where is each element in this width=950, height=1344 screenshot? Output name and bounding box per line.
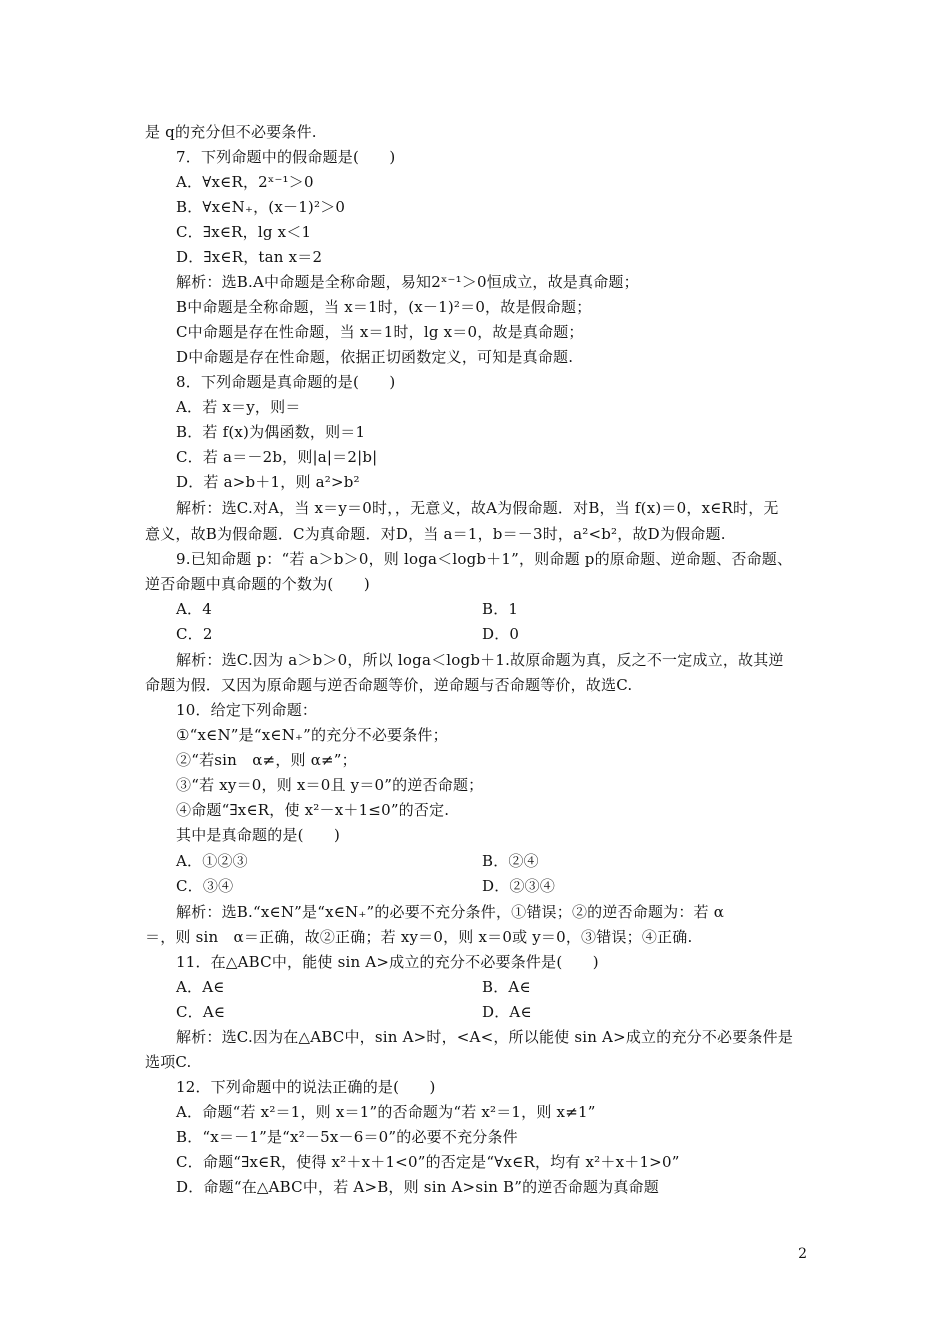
option-b: B．“x＝－1”是“x²－5x－6＝0”的必要不充分条件 xyxy=(176,1128,518,1146)
option-a: A．命题“若 x²＝1，则 x＝1”的否命题为“若 x²＝1，则 x≠1” xyxy=(176,1103,596,1121)
question-12: 12．下列命题中的说法正确的是( ) xyxy=(176,1078,436,1096)
solution-line: ＝，则 sin α＝正确，故②正确；若 xy＝0，则 x＝0或 y＝0，③错误；④正确. xyxy=(145,928,693,946)
statement-2: ②“若sin α≠，则 α≠”； xyxy=(176,751,357,769)
option-c: C．命题“∃x∈R，使得 x²＋x＋1<0”的否定是“∀x∈R，均有 x²＋x＋1>0” xyxy=(176,1153,680,1171)
statement-4: ④命题“∃x∈R，使 x²－x＋1≤0”的否定. xyxy=(176,801,450,819)
option-a: A．①②③ xyxy=(176,852,248,870)
solution-line: 解析：选C.因为在△ABC中，sin A>时，<A<，所以能使 sin A>成立的充分不必要条件是 xyxy=(176,1028,794,1046)
option-a: A．若 x＝y，则＝ xyxy=(176,398,301,416)
solution-line: D中命题是存在性命题，依据正切函数定义，可知是真命题. xyxy=(176,348,574,366)
question-10-cont: 其中是真命题的是( ) xyxy=(176,826,341,844)
option-c: C．2 xyxy=(176,625,213,643)
solution-line: C中命题是存在性命题，当 x＝1时，lg x＝0，故是真命题； xyxy=(176,323,584,341)
question-10: 10．给定下列命题： xyxy=(176,701,318,719)
solution-line: 解析：选B.“x∈N”是“x∈N₊”的必要不充分条件，①错误；②的逆否命题为：若 α xyxy=(176,903,725,921)
option-d: D．A∈ xyxy=(482,1003,532,1021)
statement-1: ①“x∈N”是“x∈N₊”的充分不必要条件； xyxy=(176,726,448,744)
solution-line: B中命题是全称命题，当 x＝1时，(x－1)²＝0，故是假命题； xyxy=(176,298,592,316)
option-c: C．∃x∈R，lg x＜1 xyxy=(176,223,312,241)
option-a: A．A∈ xyxy=(176,978,225,996)
text-line: 是 q的充分但不必要条件. xyxy=(145,123,317,141)
option-c: C．A∈ xyxy=(176,1003,226,1021)
solution-line: 解析：选C.因为 a＞b＞0，所以 loga＜logb＋1.故原命题为真，反之不一定成立，故其逆 xyxy=(176,651,784,669)
option-d: D．命题“在△ABC中，若 A>B，则 sin A>sin B”的逆否命题为真命题 xyxy=(176,1178,659,1196)
solution-line: 命题为假．又因为原命题与逆否命题等价，逆命题与否命题等价，故选C. xyxy=(145,676,633,694)
option-b: B．1 xyxy=(482,600,519,618)
question-9: 9.已知命题 p：“若 a＞b＞0，则 loga＜logb＋1”，则命题 p的原命题、逆命题、否命题、 xyxy=(176,550,793,568)
question-9-cont: 逆否命题中真命题的个数为( ) xyxy=(145,575,370,593)
option-b: B．∀x∈N₊，(x－1)²＞0 xyxy=(176,198,346,216)
option-c: C．③④ xyxy=(176,877,234,895)
option-c: C．若 a＝－2b，则|a|＝2|b| xyxy=(176,448,378,466)
option-d: D．②③④ xyxy=(482,877,556,895)
option-d: D．∃x∈R，tan x＝2 xyxy=(176,248,323,266)
option-b: B．②④ xyxy=(482,852,539,870)
question-7: 7．下列命题中的假命题是( ) xyxy=(176,148,396,166)
option-a: A．4 xyxy=(176,600,212,618)
option-d: D．若 a>b＋1，则 a²>b² xyxy=(176,473,360,491)
solution-line: 解析：选C.对A，当 x＝y＝0时，，无意义，故A为假命题．对B，当 f(x)＝0，x∈R时，无 xyxy=(176,499,779,517)
option-b: B．A∈ xyxy=(482,978,531,996)
question-11: 11．在△ABC中，能使 sin A>成立的充分不必要条件是( ) xyxy=(176,953,599,971)
statement-3: ③“若 xy＝0，则 x＝0且 y＝0”的逆否命题； xyxy=(176,776,484,794)
question-8: 8．下列命题是真命题的是( ) xyxy=(176,373,396,391)
solution-line: 解析：选B.A中命题是全称命题，易知2ˣ⁻¹＞0恒成立，故是真命题； xyxy=(176,273,639,291)
option-d: D．0 xyxy=(482,625,520,643)
page-number: 2 xyxy=(798,1246,807,1262)
option-b: B．若 f(x)为偶函数，则＝1 xyxy=(176,423,366,441)
solution-line: 意义，故B为假命题．C为真命题．对D，当 a＝1，b＝－3时，a²<b²，故D为假命题. xyxy=(145,525,726,543)
solution-line: 选项C. xyxy=(145,1053,192,1071)
option-a: A．∀x∈R，2ˣ⁻¹＞0 xyxy=(176,173,314,191)
